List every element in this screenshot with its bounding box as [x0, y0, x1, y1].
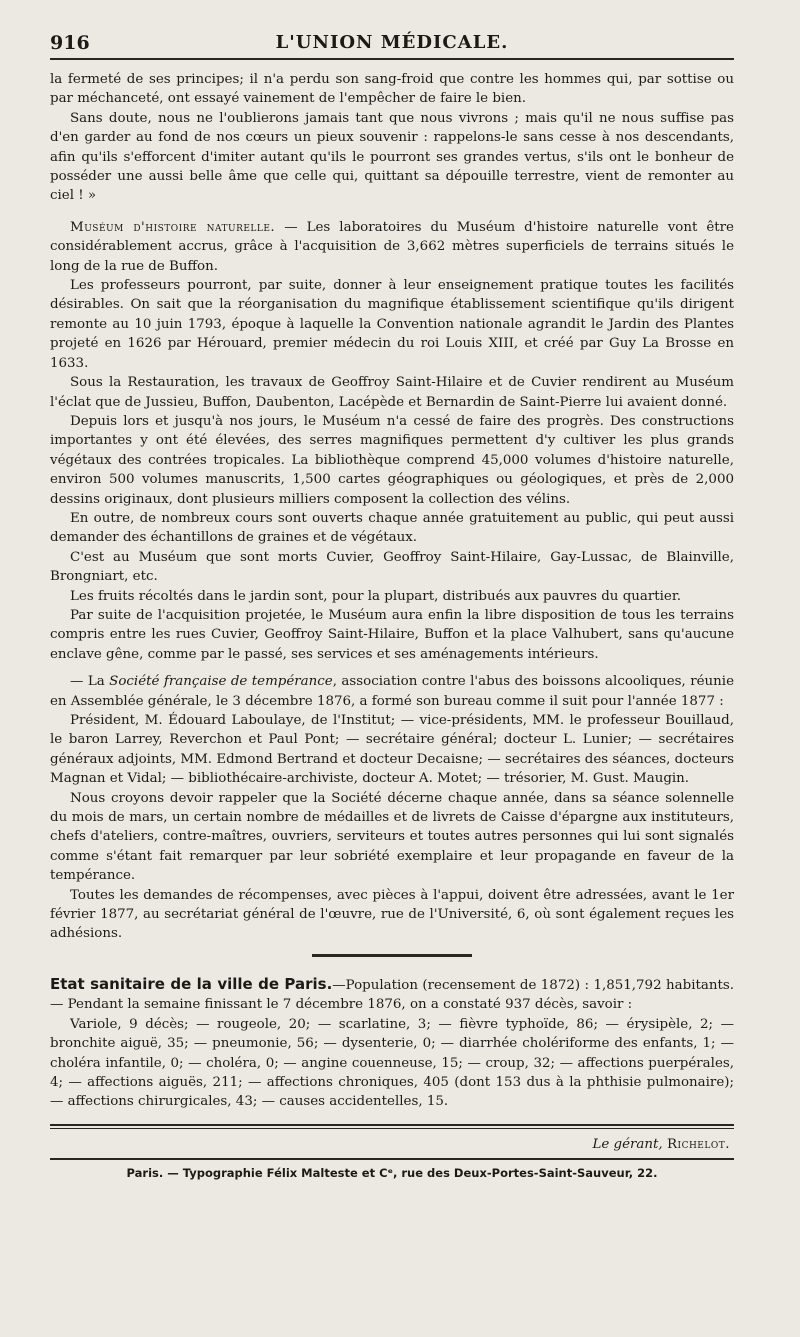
- museum-paragraph-4: Depuis lors et jusqu'à nos jours, le Muséum n'a cessé de faire des progrès. Des constructions importantes y ont été élevées, des serres magnifiques permettent d'y cultiver les plus grands végétaux des contrées tropicales. La bibliothèque comprend 45,000 volumes d'histoire naturelle, environ 500 volumes manuscrits, 1,500 cartes géographiques ou géologiques, et près de 2,000 dessins originaux, dont plusieurs milliers composent la collection des vélins.: [50, 413, 734, 507]
- museum-text-1: — Les laboratoires du Muséum d'histoire naturelle vont être considérablement accrus, grâce à l'acquisition de 3,662 mètres superficiels de terrains situés le long de la rue de Buffon.: [50, 219, 734, 274]
- museum-paragraph-5: En outre, de nombreux cours sont ouverts chaque année gratuitement au public, qui peut aussi demander des échantillons de graines et de végétaux.: [50, 510, 734, 546]
- museum-paragraph-1: [50, 218, 734, 276]
- printer-divider: [50, 1158, 734, 1160]
- printer-imprint: Paris. — Typographie Félix Malteste et Cᵉ, rue des Deux-Portes-Saint-Sauveur, 22.: [126, 1165, 658, 1180]
- museum-section-head: Muséum d'histoire naturelle.: [70, 219, 276, 235]
- museum-paragraph-6: C'est au Muséum que sont morts Cuvier, Geoffroy Saint-Hilaire, Gay-Lussac, de Blainville, Brongniart, etc.: [50, 549, 734, 585]
- page-header: [50, 28, 734, 60]
- page-number: 916: [50, 32, 90, 54]
- societe-text-1: , association contre l'abus des boissons alcooliques, réunie en Assemblée générale, le 3 décembre 1876, a formé son bureau comme il suit pour l'année 1877 :: [50, 674, 734, 709]
- societe-paragraph-3: Nous croyons devoir rappeler que la Société décerne chaque année, dans sa séance solennelle du mois de mars, un certain nombre de médailles et de livrets de Caisse d'épargne aux instituteurs, chefs d'ateliers, contre-maîtres, ouvriers, serviteurs et toutes autres personnes qui lui sont signalés comme s'étant fait remarquer par leur sobriété exemplaire et leur propagande en faveur de la tempérance.: [50, 790, 734, 884]
- eulogy-paragraph-end: la fermeté de ses principes; il n'a perdu son sang-froid que contre les hommes qui, par sottise ou par méchanceté, ont essayé vainement de l'empêcher de faire le bien.: [50, 72, 734, 107]
- sanitaire-text-1: —Population (recensement de 1872) : 1,851,792 habitants. — Pendant la semaine finissant le 7 décembre 1876, on a constaté 937 décès, savoir :: [50, 977, 734, 1013]
- sanitaire-paragraph-2: Variole, 9 décès; — rougeole, 20; — scarlatine, 3; — fièvre typhoïde, 86; — érysipèle, 2; — bronchite aiguë, 35; — pneumonie, 56; — dysenterie, 0; — diarrhée cholériforme des enfants, 1; — choléra infantile, 0; — choléra, 0; — angine couenneuse, 15; — croup, 32; — affections puerpérales, 4; — affections aiguës, 211; — affections chroniques, 405 (dont 153 dus à la phthisie pulmonaire); — affections chirurgicales, 43; — causes accidentelles, 15.: [50, 1016, 734, 1110]
- gerant-label: Le gérant,: [592, 1136, 663, 1152]
- eulogy-paragraph-final: Sans doute, nous ne l'oublierons jamais tant que nous vivrons ; mais qu'il ne nous suffise pas d'en garder au fond de nos cœurs un pieux souvenir : rappelons-le sans cesse à nos descendants, afin qu'ils s'efforcent d'imiter autant qu'ils le pourront ses grandes vertus, s'ils ont le bonheur de posséder une aussi belle âme que celle qui, quittant sa dépouille terrestre, vient de remonter au ciel ! »: [50, 110, 734, 204]
- museum-paragraph-3: Sous la Restauration, les travaux de Geoffroy Saint-Hilaire et de Cuvier rendirent au Muséum l'éclat que de Jussieu, Buffon, Daubenton, Lacépède et Bernardin de Saint-Pierre lui avaient donné.: [50, 375, 734, 410]
- gerant-name: Richelot.: [666, 1136, 730, 1152]
- section-divider: [312, 954, 472, 957]
- sanitaire-paragraph-1: [50, 975, 734, 1015]
- footer-divider: [50, 1124, 734, 1129]
- museum-paragraph-2: Les professeurs pourront, par suite, donner à leur enseignement pratique toutes les facilités désirables. On sait que la réorganisation du magnifique établissement scientifique qu'ils dirigent remonte au 10 juin 1793, époque à laquelle la Convention nationale agrandit le Jardin des Plantes projeté en 1626 par Hérouard, premier médecin du roi Louis XIII, et créé par Guy La Brosse en 1633.: [50, 278, 734, 371]
- gerant-signature: [50, 1137, 734, 1152]
- societe-intro: — La: [70, 674, 110, 690]
- journal-title: L'UNION MÉDICALE.: [275, 32, 509, 53]
- societe-paragraph-1: [50, 672, 734, 711]
- museum-paragraph-8: Par suite de l'acquisition projetée, le Muséum aura enfin la libre disposition de tous les terrains compris entre les rues Cuvier, Geoffroy Saint-Hilaire, Buffon et la place Valhubert, sans qu'aucune enclave gêne, comme par le passé, ses services et ses aménagements intérieurs.: [50, 607, 734, 662]
- societe-paragraph-4: Toutes les demandes de récompenses, avec pièces à l'appui, doivent être adressées, avant le 1er février 1877, au secrétariat général de l'œuvre, rue de l'Université, 6, où sont également reçues les adhésions.: [50, 887, 734, 942]
- societe-paragraph-2: Président, M. Édouard Laboulaye, de l'Institut; — vice-présidents, MM. le professeur Bouillaud, le baron Larrey, Reverchon et Paul Pont; — secrétaire général; docteur L. Lunier; — secrétaires généraux adjoints, MM. Edmond Bertrand et docteur Decaisne; — secrétaires des séances, docteurs Magnan et Vidal; — bibliothécaire-archiviste, docteur A. Motet; — trésorier, M. Gust. Maugin.: [50, 713, 734, 787]
- museum-paragraph-7: Les fruits récoltés dans le jardin sont, pour la plupart, distribués aux pauvres du quartier.: [70, 588, 682, 604]
- sanitaire-section-head: Etat sanitaire de la ville de Paris.: [50, 974, 333, 993]
- societe-name: Société française de tempérance: [109, 674, 333, 690]
